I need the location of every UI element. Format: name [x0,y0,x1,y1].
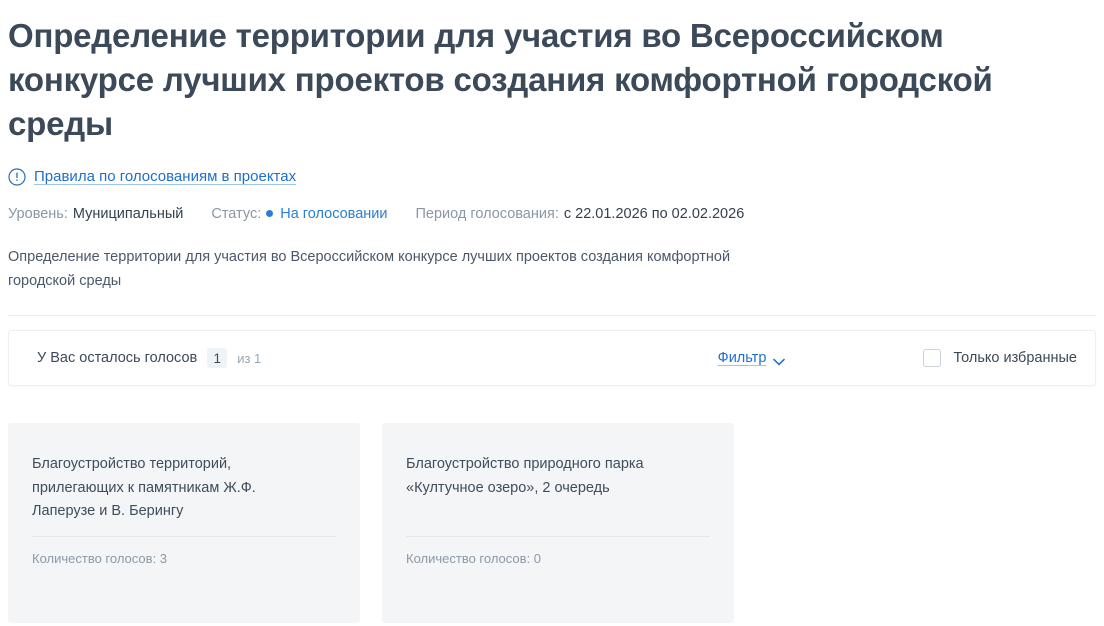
section-divider [8,315,1096,316]
meta-row [0,186,1104,222]
favorites-checkbox[interactable] [923,349,941,367]
votes-toolbar [8,330,1096,386]
period-label: Период голосования: [415,205,559,222]
filter-button[interactable] [718,350,786,366]
remaining-votes [37,348,261,368]
project-card-votes: Количество голосов: 0 [406,551,542,567]
rules-row [0,146,1104,186]
remaining-votes-total: из 1 [237,350,262,366]
project-card-divider [406,536,710,537]
remaining-votes-label: У Вас осталось голосов [37,350,198,367]
rules-link[interactable]: Правила по голосованиям в проектах [34,168,297,186]
chevron-down-icon [773,354,785,362]
project-card-title: Благоустройство природного парка «Култучное озеро», 2 очередь [406,456,644,496]
period-value: с 22.01.2026 по 02.02.2026 [563,205,745,222]
project-card[interactable] [8,423,360,623]
status-label: Статус: [211,205,262,222]
info-circle-icon [8,168,26,186]
page-title: Определение территории для участия во Всероссийском конкурсе лучших проектов создания комфортной городской среды [8,17,993,142]
period-group [416,206,745,222]
favorites-toggle[interactable] [923,349,1077,367]
favorites-label: Только избранные [953,350,1077,367]
status-group [211,206,387,222]
project-card-divider [32,536,336,537]
level-group [8,206,183,222]
status-badge: На голосовании [280,205,388,222]
project-card[interactable] [382,423,734,623]
remaining-votes-count: 1 [207,348,227,368]
project-card-list [0,386,1104,623]
page-description: Определение территории для участия во Всероссийском конкурсе лучших проектов создания комфортной городской среды [8,248,731,289]
filter-label: Фильтр [717,350,767,367]
project-card-title: Благоустройство территорий, прилегающих к памятникам Ж.Ф. Лаперузе и В. Берингу [32,456,256,520]
project-card-votes: Количество голосов: 3 [32,551,168,567]
level-label: Уровень: [8,205,68,222]
status-dot-icon [266,210,273,217]
level-value: Муниципальный [72,205,184,222]
